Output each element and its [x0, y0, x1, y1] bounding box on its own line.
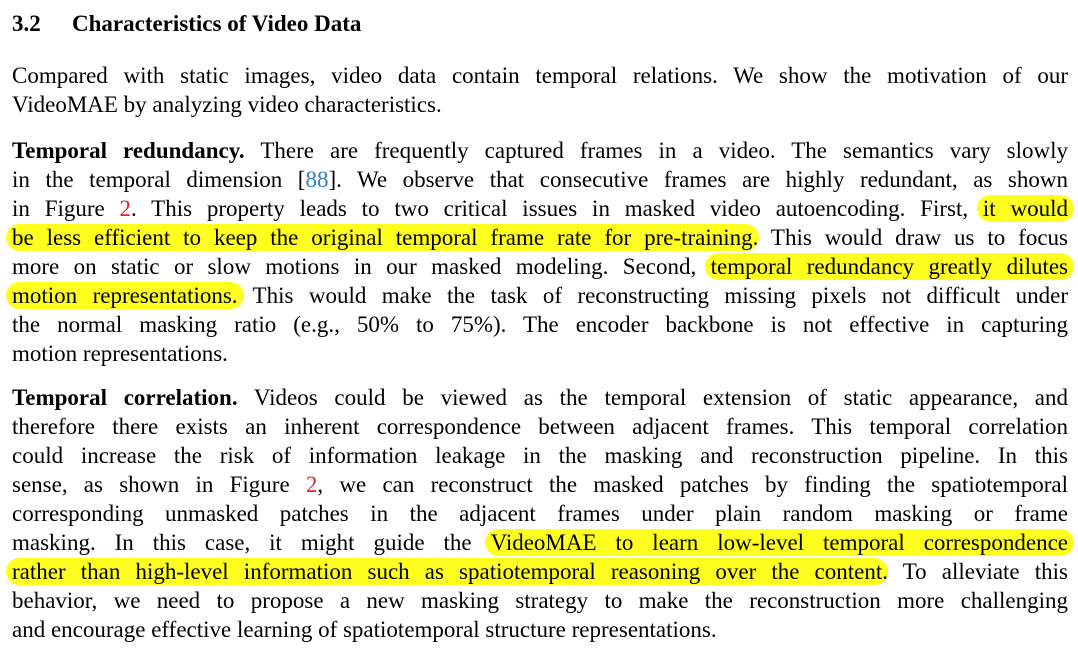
correlation-line-4: sense, as shown in Figure 2, we can reconstruct the masked patches by finding the spatiotemporal	[12, 472, 1068, 497]
intro-line-2: VideoMAE by analyzing video characteristics.	[12, 92, 442, 117]
correlation-line-8: behavior, we need to propose a new masking strategy to make the reconstruction more challenging	[12, 588, 1068, 613]
redundancy-heading: Temporal redundancy.	[12, 138, 245, 163]
highlight-efficiency-cont: be less efficient to keep the original temporal frame rate for pre-training	[6, 224, 759, 251]
correlation-line-6: masking. In this case, it might guide the VideoMAE to learn low-level temporal correspondence	[12, 528, 1068, 558]
redundancy-line-2: in the temporal dimension [88]. We observe that consecutive frames are highly redundant, as shown	[12, 167, 1068, 192]
correlation-line-7: rather than high-level information such as spatiotemporal reasoning over the content. To alleviate this	[12, 557, 1068, 587]
highlight-efficiency: it would	[977, 195, 1074, 222]
highlight-correspondence: VideoMAE to learn low-level temporal correspondence	[485, 529, 1074, 556]
correlation-line-1: Temporal correlation. Videos could be viewed as the temporal extension of static appearance, and	[12, 385, 1068, 410]
redundancy-line-8: motion representations.	[12, 341, 228, 366]
section-number: 3.2	[12, 11, 41, 36]
highlight-redundancy: temporal redundancy greatly dilutes	[705, 253, 1074, 280]
redundancy-line-3: in Figure 2. This property leads to two critical issues in masked video autoencoding. First, it would	[12, 194, 1068, 224]
redundancy-line-5: more on static or slow motions in our masked modeling. Second, temporal redundancy greatly dilutes	[12, 252, 1068, 282]
intro-line-1: Compared with static images, video data contain temporal relations. We show the motivation of our	[12, 63, 1068, 88]
section-heading	[12, 8, 361, 40]
redundancy-line-7: the normal masking ratio (e.g., 50% to 75%). The encoder backbone is not effective in capturing	[12, 312, 1068, 337]
redundancy-line-1: Temporal redundancy. There are frequently captured frames in a video. The semantics vary slowly	[12, 138, 1068, 163]
section-title: Characteristics of Video Data	[72, 11, 362, 36]
figure-link-2[interactable]: 2	[305, 472, 318, 497]
figure-link-2[interactable]: 2	[119, 196, 132, 221]
redundancy-line-4: be less efficient to keep the original temporal frame rate for pre-training. This would draw us to focus	[12, 223, 1068, 253]
correlation-line-2: therefore there exists an inherent correspondence between adjacent frames. This temporal correlation	[12, 414, 1068, 439]
redundancy-line-6: motion representations. This would make the task of reconstructing missing pixels not difficult under	[12, 281, 1068, 311]
citation-link-88[interactable]: 88	[305, 167, 329, 192]
correlation-line-5: corresponding unmasked patches in the adjacent frames under plain random masking or frame	[12, 501, 1068, 526]
correlation-heading: Temporal correlation.	[12, 385, 238, 410]
highlight-correspondence-cont: rather than high-level information such as spatiotemporal reasoning over the content	[6, 558, 888, 585]
correlation-line-3: could increase the risk of information leakage in the masking and reconstruction pipeline. In this	[12, 443, 1068, 468]
correlation-line-9: and encourage effective learning of spatiotemporal structure representations.	[12, 617, 717, 642]
highlight-redundancy-cont: motion representations.	[6, 282, 244, 309]
